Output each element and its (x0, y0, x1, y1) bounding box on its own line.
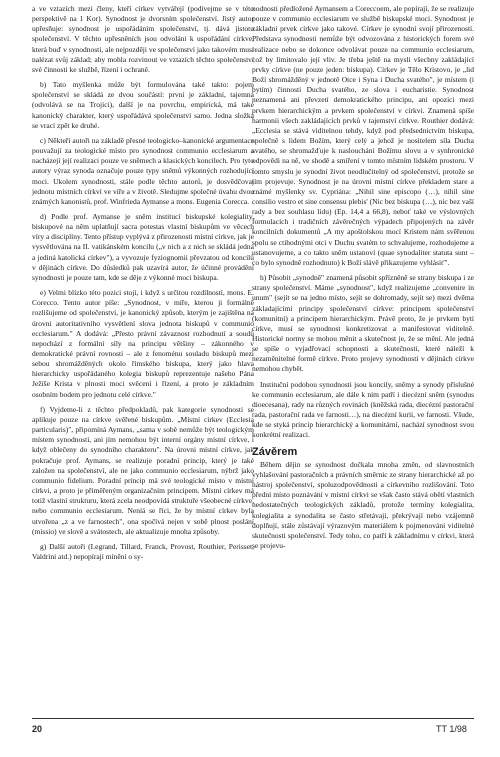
paragraph: b) Tato myšlenka může být formulována také takto: pojem společenství se skládá ze dvou součástí: první je základní, tajemná (odvolává se na Trojici), další je na povrchu, empirická, má také kanonický charakter, který uspořádává společenství samo. Jedna složka se vrací zpět ke druhé. (32, 80, 254, 130)
page-number: 20 (32, 724, 43, 734)
section-heading: Závěrem (252, 445, 298, 458)
paragraph: g) Další autoři (Legrand, Tillard, Franck, Provost, Routhier, Perisset, Valdrini atd.) nepopírají mínění o sy- (32, 541, 254, 561)
paragraph: a ve vztazích mezi členy, kteří církev vytvářejí (podívejme se v této perspektivě na 1 Kor). Synodnost je dvorsním společenství. Jistý autor upřesňuje: synodnost je uspořádáním společenství, tj. dává jistotu společenství. V těchto upřesněních jsou odvoláni k uspořádání církve, která buď v synodnosti, ale nejpozději ve společenství jako takovém musí nalézat svůj základ; aby mohla rozvinout ve vztazích těchto společenství své činnosti ke službě, řízení i ochraně. (32, 4, 254, 74)
paragraph: nodnosti předložené Aymansem a Coreccoem, ale popírají, že se realizuje pouze v communio ecclesiarum ve službě biskupské moci. Synodnost je základní prvek církve jako takové. Církev je synodní svojí přirozeností. Představa synodnosti nemůže být odvozována z historických forem své realizace nebo se dokonce odvolávat pouze na communio ecclesiarum, což by limitovalo její vliv. Je třeba ještě na mysli všechny zakládající prvky církve (ne pouze jeden: biskupa). Církev je Tělo Kristovo, je „lid Boží shromážděný v jednotě Otce i Syna i Ducha svatého", je místem (i bytím) činnosti Ducha svatého, ze slova i eucharistie. Synodnost neznamená ani převzetí demokratického principu, ani opozici mezi prvkem hierarchickým a prvkem společenství v církvi. Znamená spíše harmonii všech zakládajících prvků v tajemství církve. Routhier dodává: „Ecclesia se stává viditelnou tehdy, když pod předsednictvím biskupa, společně s lidem Božím, který celý a jehož je nositelem síla Ducha svatého, se shromažďuje k naslouchání Božímu slovu a v synhronické odpovědi na ně, ve shodě a smíření v tomto místním lidském prostoru. V tomto smyslu je synodní život neodlučitelný od společenství, protože se jím projevuje. Synodnost je na úrovni místní církve překladem stare a známé myšlenky sv. Cypriána: „Nihil sine episcopo (…), nihil sine consilio vestro et sine consensu plebis' (Nic bez biskupa (…), nic bez vaší rady a bez souhlasu lidu) (Ep. 14,4 a 66,8), neboť také ve výslovných formulacích i tradičních závěrečných výpadech připojených na závěr koncilních dokumentů „A my apoštolskou mocí Kristem nám svěřenou spolu se ctihodnými otci v Duchu svatém to schvalujeme, rozhodujeme a ustanovujeme, a co takto sněm ustanoví (quae synodaliter statuta sunt – co bylo synodně rozhodnuto) k Boží slávě přikazujeme vyhlásit'". (252, 4, 474, 267)
paragraph: h) Působit „synodně" znamená působit spřízněně se strany biskupa i ze strany společenství. Máme „synodnost", když realizujeme „convenire in unum" (sejít se na jedno místo, sejít se dohromady, sejít se) mezi dvěma základajícími principy společenství církve: principem společenství (komunitní) a principem hierarchickým. Právě proto, že je prvkem bytí církve, musí se synodnost konkretizovat a manifestovat viditelně. Historické normy se mohou měnit a skutečnost je, že se mění. Ale jedná se spíše o vyjadřovací schopnosti a skutečnosti, které náleží k nezaměnitelné formě církve. Proto projevy synodnosti v dějinách církve nemohou chybět. (252, 273, 474, 374)
paragraph: f) Vyjdeme-li z těchto předpokladů, pak kategorie synodnosti se aplikuje pouze na církve svěřené biskupům. „Místní církev (Ecclesia particularis)", připomíná Aymans, „sama v sobě nemůže být teologickým místem synodnosti, ani jím nemohou být interní orgány místní církve, i když oblečeny do synodního charakteru". Na úrovni místní církve, jak pokračuje prof. Aymans, se realizuje poradní princip, který je také založen na společenství, ale ne jako communio ecclesiarum, nýbrž jako communio fidelium. Poradní princip má své teologické místo v místní církvi, a proto je přiměřeným organizačním principem. Místní církev má totiž vlastní strukturu, která zcela neodpovídá struktuře všeobecné církve, nebo communio ecclesiarum. Neníá se říci, že by místní církev byla utvořena „z a ve farnostech", ona spočívá nejen v sobě plnost poslání (missio) ve slově a svátostech, ale aktualizuje mnoha způsoby. (32, 404, 254, 536)
paragraph: e) Velmi blízko této pozici stojí, i když s určitou rozdílností, mons. E. Corecco. Tento autor píše: „Synodnost, v míře, kterou ji formálně rozlišujeme od společenství, je kanonický způsob, kterým je zajištěna na úrovni autoritativního vysvětlení slova jednota biskupů v communio ecclesiarum." A dodává: „Přesto právní závaznost rozhodnutí a soudů nepochází z formální síly na principu většiny – zákonného v demokratické právní rovnosti – ale z fenoménu souladu biskupů mezi sebou shromážděných okolo římského biskupa, který jako hlava hierarchicky uspořádaného kolegia biskupů reprezentuje našeho Pána Ježíše Krista v plnosti moci svěcení i řízení, a proto je základním osobním bodem pro jednotu celé církve." (32, 288, 254, 399)
paragraph: c) Někteří autoři na základě přesné teologicko–kanonické argumentace pouvažují za teologické místo pro synodnost communio ecclesiarum a nacházejí její realizaci pouze ve sněmech a klasických koncilech. Pro tyto autory výraz synoda označuje pouze typy sněmů výkonných rozhodující moci. Ukolem synodnosti, stále podle těchto autorů, je dosvědčovat jednotu místních církví ve víře a v životě. Sledujme společné úvahu dvou známých kanonistů, prof. Winfrieda Aymanse a mons. Eugenia Corecca. (32, 135, 254, 206)
left-column (32, 4, 254, 562)
footer-rule (32, 718, 474, 719)
paragraph: Instituční podobou synodnosti jsou koncily, sněmy a synody příslušné ke communio ecclesiarum, ale dále k nim patří i diecézní sněm (synodus dioecesana), rady na různých rovinách (kněžská rada, diecézní pastorační rada, pastorační rada ve farnosti…), na diecézní kurii, ve farnosti. Všude, kde se styká princip hierarchický a komunitární, nachází synodnost svou konkrétní realizaci. (252, 379, 474, 440)
paragraph: Během dějin se synodnost dočkala mnoha změn, od slavnostních vyhlašování pastoračních a právních směrnic ze strany hierarchické až po nástroj společenství, spoluzodpovědnosti a církevního rozlišování. Toto přední místo poznávání v místní církvi se však často stává obětí vlastních nedostatečných teologických základů, protože termíny kolegialita, kolegialita a synodalita se často střetávají, překrývají nebo vzájemně doplňují, stále zůstávají výrazovým materiálem k pojmenování viditelné skutečnosti společenství. Tedy toho, co patří k základnímu v církvi, která se projevu- (252, 459, 474, 550)
paragraph: d) Podle prof. Aymanse je sněm institucí biskupské kolegiality, biskupové na něm uplatňují sacra potestas vlastní biskupům ve věcech víry a disciplíny. Tento přístup vyplývá z přirozenosti místní církve, jak je vysvětlována na II. vatikánském koncilu („v nich a z nich se skládá jedna a jediná katolická církev"), a vyvozuje fyziognomii převzatou od koncilů v dějinách církve. Do důsledků pak uzavírá autor, že účinné provádění synodnosti je pouze tam, kde se děje z výkonné moci biskupa. (32, 211, 254, 282)
issue-label: TT 1/98 (436, 724, 467, 734)
right-column (252, 4, 474, 551)
